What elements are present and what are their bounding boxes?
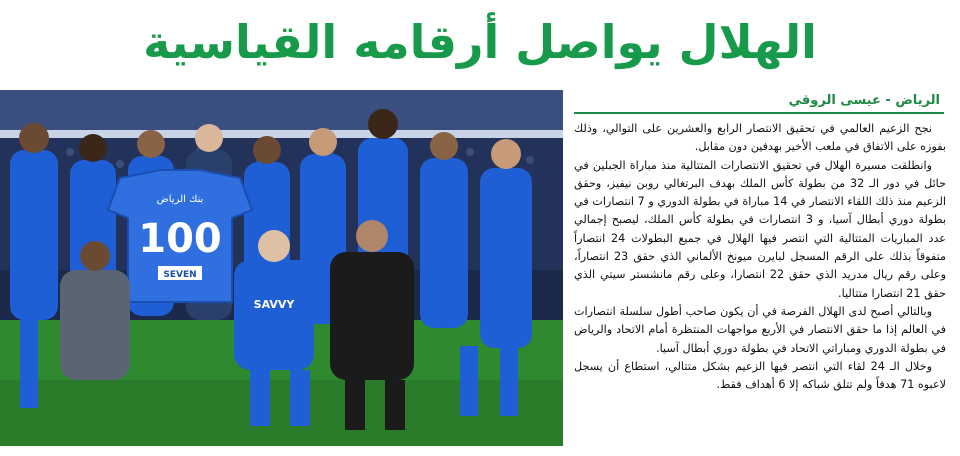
article-paragraph: نجح الزعيم العالمي في تحقيق الانتصار الرابع والعشرين على التوالي، وذلك بفوزه على الاتفاق في ملعب الأخير بهدفين دون مقابل. <box>574 122 946 154</box>
shirt-number: 100 <box>138 216 222 262</box>
team-photo <box>0 90 563 446</box>
article-paragraph: وبالتالي أصبح لدى الهلال الفرصة في أن يكون صاحب أطول سلسلة انتصارات في العالم إذا ما حقق الانتصار في الأربع مواجهات المنتظرة أمام الاتحاد والرياض في بطولة الدوري ومباراتي الاتحاد في بطولة دوري أبطال آسيا. <box>574 304 946 355</box>
article-paragraph: وخلال الـ 24 لقاء التي انتصر فيها الزعيم بشكل متتالي، استطاع أن يسجل لاعبوه 71 هدفاً ولم تتلق شباكه إلا 6 أهداف فقط. <box>574 359 946 392</box>
article-body <box>574 120 946 450</box>
article-paragraph: وانطلقت مسيرة الهلال في تحقيق الانتصارات المتتالية منذ مباراة الجبلين في حائل في دور الـ 32 من بطولة كأس الملك بهدف البرتغالي روبن نيفيز، وحقق الزعيم منذ ذلك اللقاء الانتصار في 14 مباراة في بطولة الدوري و 7 انتصارات في بطولة دوري أبطال آسيا، و 3 انتصارات في بطولة كأس الملك، ليصبح إجمالي عدد المباريات المتتالية التي انتصر فيها الهلال في جميع البطولات 24 انتصاراً متفوقاً بذلك على الرقم المسجل لبايرن ميونخ الألماني الذي حقق 23 انتصاراً، وعلى رقم ريال مدريد الذي حقق 22 انتصارا، وعلى رقم مانشستر سيتي الذي حقق 21 انتصارا متتاليا. <box>574 158 947 300</box>
shirt-sponsor: بنك الرياض <box>156 194 204 205</box>
shirt-partner: SEVEN <box>163 270 197 280</box>
jersey-sponsor: SAVVY <box>253 298 295 311</box>
celebration-shirt <box>108 170 252 302</box>
headline: الهلال يواصل أرقامه القياسية <box>143 15 817 69</box>
team-photo-illustration <box>0 90 563 446</box>
headline-banner <box>0 0 960 84</box>
byline: الرياض - عيسى الروقي <box>788 92 940 108</box>
byline-bar <box>574 88 944 114</box>
